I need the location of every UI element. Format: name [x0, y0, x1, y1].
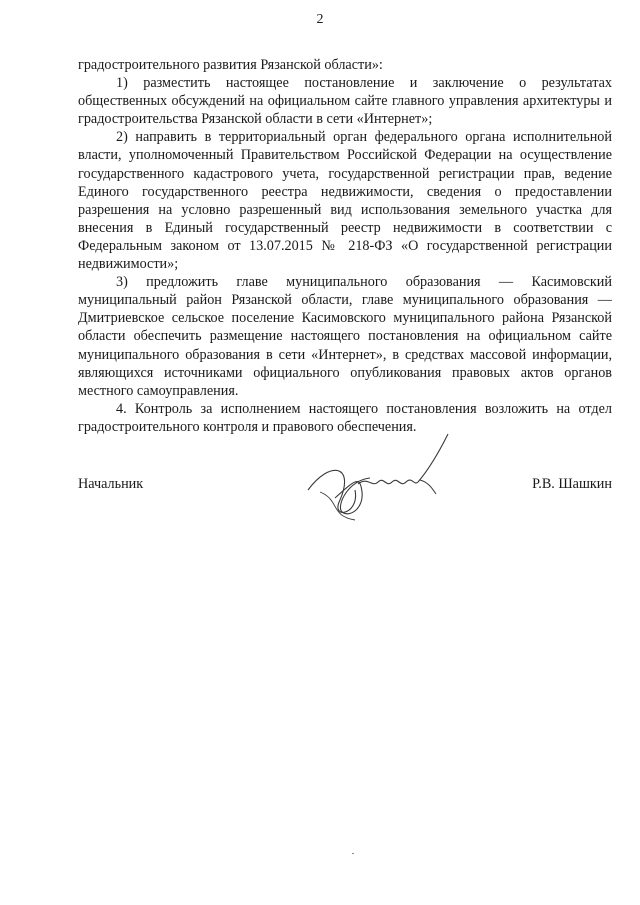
- paragraph-item-1: 1) разместить настоящее постановление и заключение о результатах общественных обсуждений на официальном сайте главного управления архитектуры и градостроительства Рязанской области в сети «Интернет»;: [78, 75, 612, 128]
- paragraph-item-3: 3) предложить главе муниципального образования — Касимовский муниципальный район Рязанской области, главе муниципального образования — Дмитриевское сельское поселение Касимовского муниципального района Рязанской области обеспечить размещение настоящего постановления на официальном сайте муниципального образования в сети «Интернет», в средствах массовой информации, являющихся источниками официального опубликования правовых актов органов местного самоуправления.: [78, 274, 612, 399]
- signature-block: [78, 476, 612, 496]
- paragraph-continuation: градостроительного развития Рязанской области»:: [78, 57, 383, 73]
- document-body: [78, 56, 612, 436]
- signatory-name: Р.В. Шашкин: [532, 476, 612, 492]
- paragraph-item-2: 2) направить в территориальный орган федерального органа исполнительной власти, уполномоченный Правительством Российской Федерации на осуществление государственного кадастрового учета, государственной регистрации прав, ведение Единого государственного реестра недвижимости, сведения о предоставлении разрешения на условно разрешенный вид использования земельного участка для внесения в Единый государственный реестр недвижимости в соответствии с Федеральным законом от 13.07.2015 № 218-ФЗ «О государственной регистрации недвижимости»;: [78, 129, 612, 273]
- page-number: 2: [316, 12, 324, 27]
- paragraph-item-4: 4. Контроль за исполнением настоящего постановления возложить на отдел градостроительного контроля и правового обеспечения.: [78, 400, 612, 435]
- handwritten-signature: [300, 420, 460, 530]
- signatory-title: Начальник: [78, 476, 144, 492]
- scan-speck: [352, 853, 354, 854]
